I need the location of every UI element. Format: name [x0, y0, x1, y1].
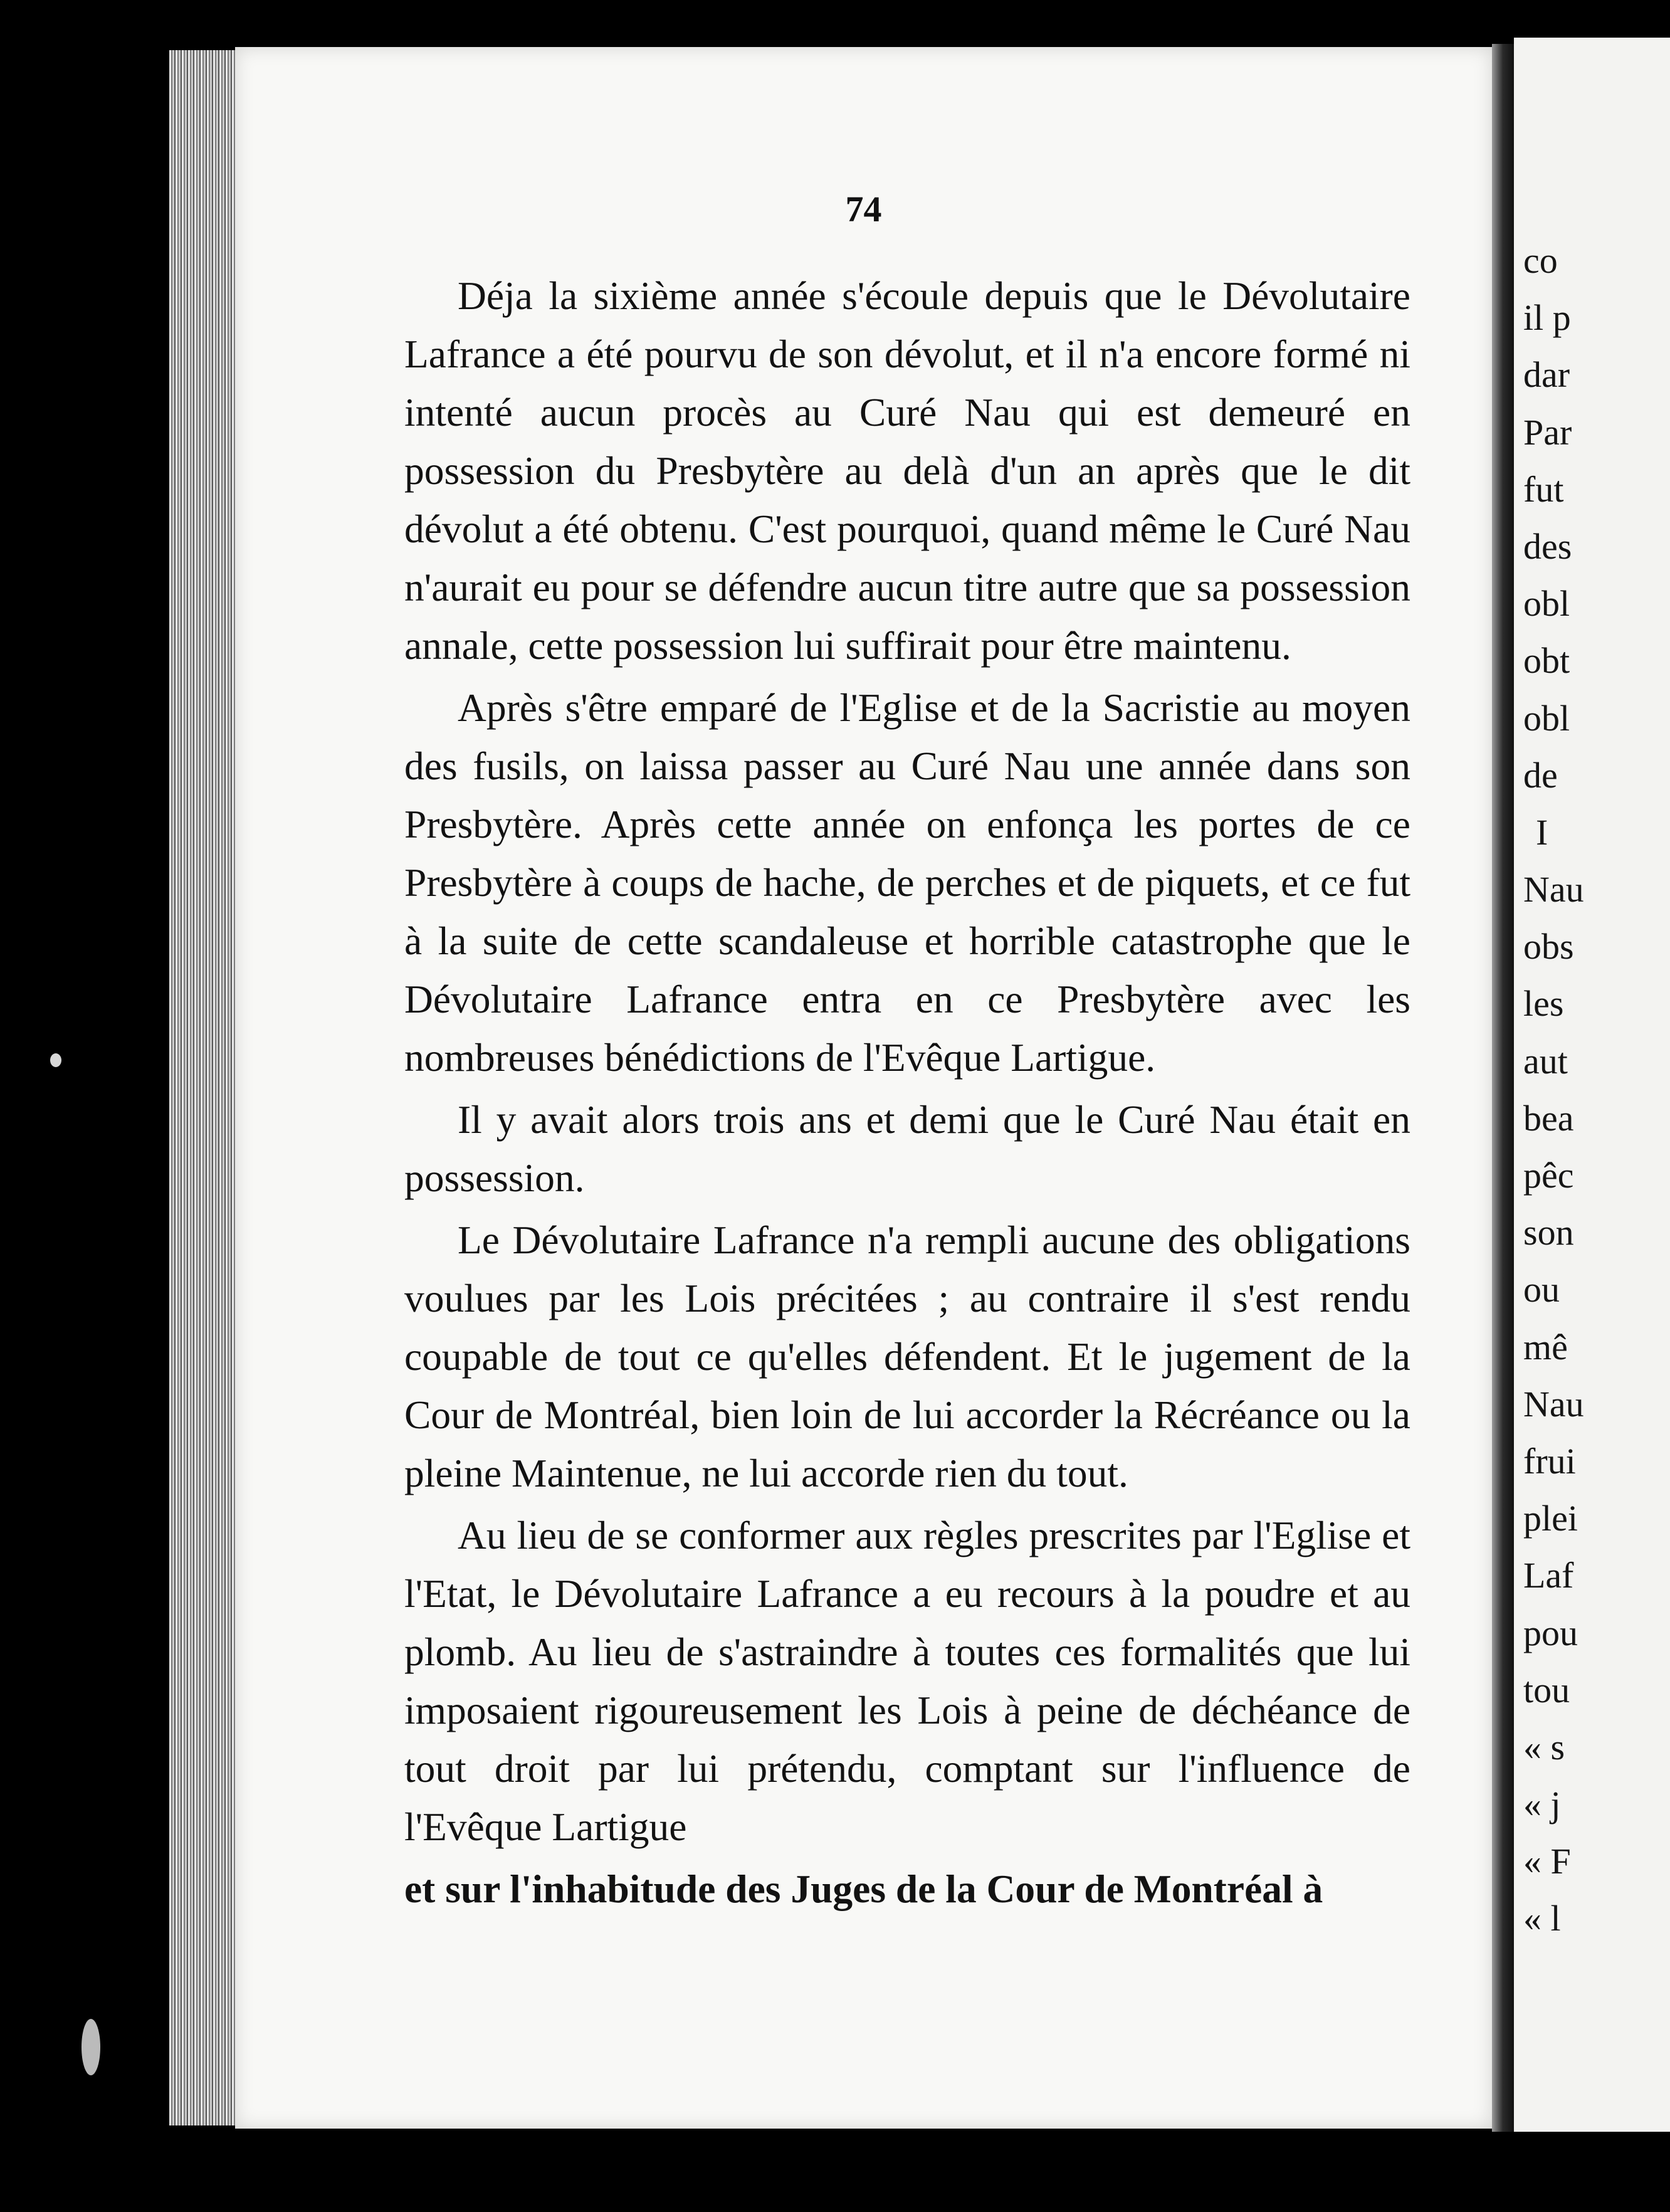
facing-line: des	[1523, 525, 1572, 567]
facing-line: il p	[1523, 297, 1571, 339]
page-number: 74	[845, 189, 882, 229]
facing-line: « l	[1523, 1898, 1561, 1939]
facing-line: Nau	[1523, 1383, 1584, 1425]
paragraph: Le Dévolutaire Lafrance n'a rempli aucune des obligations voulues par les Lois précitées ; au contraire il s'est rendu coupable de tout ce qu'elles défendent. Et le jugement de la Cour de Montréal, bien loin de lui accorder la Récréance ou la pleine Maintenue, ne lui accorde rien du tout.	[404, 1218, 1410, 1495]
facing-line: « s	[1523, 1726, 1565, 1767]
book-page	[235, 47, 1492, 2129]
facing-line: « F	[1523, 1841, 1571, 1882]
facing-line: fut	[1523, 468, 1564, 510]
facing-line: bea	[1523, 1097, 1574, 1139]
facing-line: pou	[1523, 1612, 1578, 1653]
final-line: et sur l'inhabitude des Juges de la Cour de Montréal à	[404, 1867, 1323, 1911]
paragraph: Après s'être emparé de l'Eglise et de la Sacristie au moyen des fusils, on laissa passer au Curé Nau une année dans son Presbytère. Après cette année on enfonça les portes de ce Presbytère à coups de hache, de perches et de piquets, et ce fut à la suite de cette scandaleuse et horrible catastrophe que le Dévolutaire Lafrance entra en ce Presbytère avec les nombreuses bénédictions de l'Evêque Lartigue.	[404, 685, 1410, 1080]
facing-line: mê	[1523, 1326, 1568, 1367]
facing-line: I	[1536, 811, 1548, 853]
page-edge-stack	[169, 50, 238, 2125]
dust-speck	[81, 2019, 100, 2075]
facing-line: tou	[1523, 1669, 1570, 1710]
facing-line: obl	[1523, 697, 1570, 739]
facing-line: son	[1523, 1212, 1574, 1253]
facing-line: co	[1523, 240, 1558, 281]
facing-line: « j	[1523, 1784, 1561, 1825]
book-gutter	[1492, 44, 1514, 2132]
facing-line: aut	[1523, 1040, 1568, 1082]
facing-line: obt	[1523, 640, 1570, 682]
paragraph: Au lieu de se conformer aux règles prescrites par l'Eglise et l'Etat, le Dévolutaire Lafrance a eu recours à la poudre et au plomb. Au lieu de s'astraindre à toutes ces formalités que lui imposaient rigoureusement les Lois à peine de déchéance de tout droit par lui prétendu, comptant sur l'influence de l'Evêque Lartigue	[404, 1513, 1410, 1849]
facing-line: Par	[1523, 411, 1572, 453]
facing-line: ou	[1523, 1269, 1560, 1310]
facing-line: pêc	[1523, 1155, 1574, 1196]
paragraph: Déja la sixième année s'écoule depuis que le Dévolutaire Lafrance a été pourvu de son dévolut, et il n'a encore formé ni intenté aucun procès au Curé Nau qui est demeuré en possession du Presbytère au delà d'un an après que le dit dévolut a été obtenu. C'est pourquoi, quand même le Curé Nau n'aurait eu pour se défendre aucun titre autre que sa possession annale, cette possession lui suffirait pour être maintenu.	[404, 273, 1410, 668]
facing-page	[1514, 38, 1670, 2132]
facing-line: Nau	[1523, 869, 1584, 910]
facing-line: obs	[1523, 926, 1574, 967]
facing-line: Laf	[1523, 1555, 1574, 1596]
page-body-text	[404, 266, 1410, 1922]
facing-line: plei	[1523, 1498, 1578, 1539]
facing-line: frui	[1523, 1440, 1576, 1482]
facing-line: obl	[1523, 583, 1570, 624]
facing-line: les	[1523, 983, 1564, 1024]
dust-speck	[50, 1053, 61, 1067]
paragraph: Il y avait alors trois ans et demi que le Curé Nau était en possession.	[404, 1097, 1410, 1200]
facing-line: dar	[1523, 354, 1570, 396]
facing-line: de	[1523, 754, 1558, 796]
